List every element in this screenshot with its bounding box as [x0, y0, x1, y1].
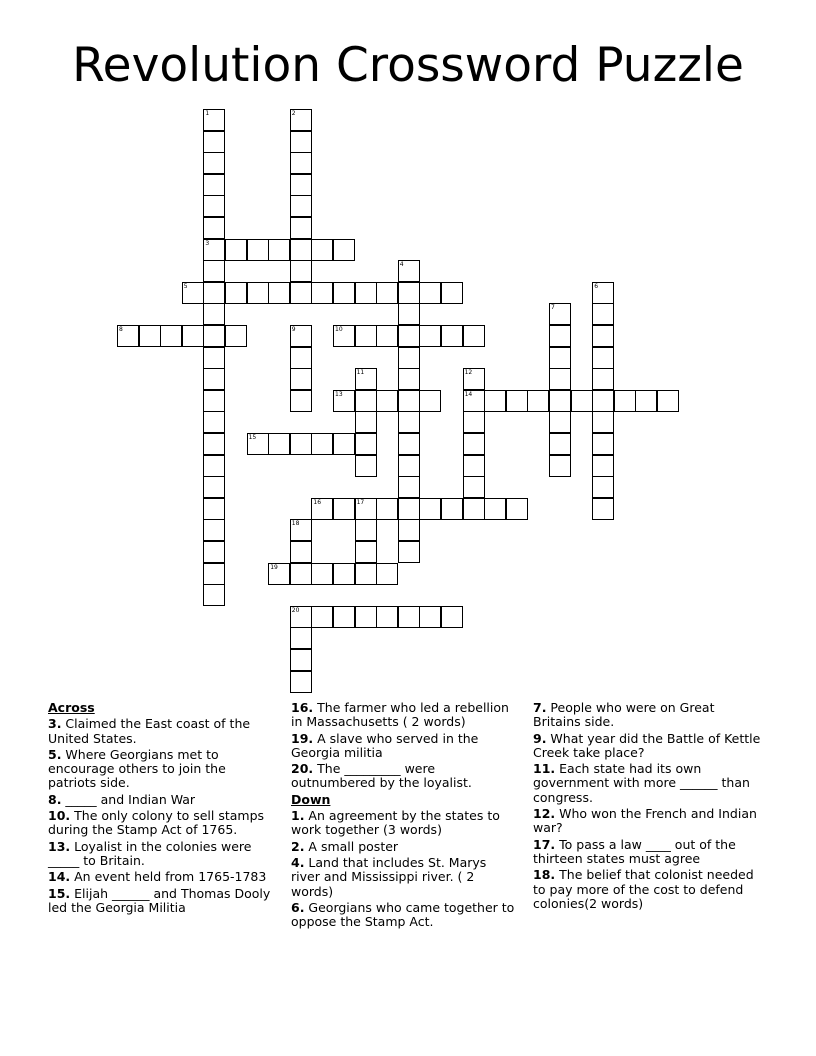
clue-text: Claimed the East coast of the United States. — [48, 716, 251, 746]
clue-text: Who won the French and Indian war? — [533, 806, 757, 836]
grid-cell[interactable] — [441, 325, 463, 347]
clue-text: Elijah ______ and Thomas Dooly led the Georgia Militia — [48, 885, 271, 915]
across-clue-list-continued — [291, 701, 517, 791]
clue-text: A small poster — [304, 838, 399, 854]
clue-text: Each state had its own government with more ______ than congress. — [533, 761, 750, 805]
grid-cell[interactable] — [398, 368, 420, 390]
grid-cell[interactable] — [203, 109, 225, 131]
grid-cell[interactable] — [398, 347, 420, 369]
grid-cell[interactable] — [376, 390, 398, 412]
grid-cell[interactable] — [355, 368, 377, 390]
grid-cell[interactable] — [203, 433, 225, 455]
grid-cell[interactable] — [398, 455, 420, 477]
grid-cell[interactable] — [463, 498, 485, 520]
grid-cell[interactable] — [268, 239, 290, 261]
down-clue-list — [291, 809, 517, 929]
clue-number-label: 7. — [533, 700, 547, 715]
clue-number: 11 — [356, 369, 365, 377]
grid-cell[interactable] — [290, 109, 312, 131]
grid-cell[interactable] — [441, 282, 463, 304]
clue-number-label: 6. — [291, 899, 305, 915]
down-clue — [533, 838, 765, 867]
across-header: Across — [48, 700, 95, 715]
across-clue — [48, 870, 276, 884]
grid-cell[interactable] — [398, 498, 420, 520]
grid-cell[interactable] — [635, 390, 657, 412]
clue-number: 16 — [313, 498, 322, 506]
clue-number-label: 16. — [291, 700, 314, 715]
grid-cell[interactable] — [398, 433, 420, 455]
grid-cell[interactable] — [247, 239, 269, 261]
grid-cell[interactable] — [355, 498, 377, 520]
grid-cell[interactable] — [290, 260, 312, 282]
grid-cell[interactable] — [203, 498, 225, 520]
grid-cell[interactable] — [333, 325, 355, 347]
clue-text: People who were on Great Britains side. — [533, 700, 715, 730]
grid-cell[interactable] — [355, 563, 377, 585]
clue-number-label: 10. — [48, 808, 71, 824]
grid-cell[interactable] — [355, 325, 377, 347]
clue-number-label: 13. — [48, 838, 71, 854]
grid-cell[interactable] — [549, 411, 571, 433]
grid-cell[interactable] — [441, 606, 463, 628]
grid-cell[interactable] — [355, 606, 377, 628]
across-clue — [291, 701, 517, 730]
grid-cell[interactable] — [463, 433, 485, 455]
grid-cell[interactable] — [592, 347, 614, 369]
grid-cell[interactable] — [268, 433, 290, 455]
grid-cell[interactable] — [290, 627, 312, 649]
clue-text: The belief that colonist needed to pay more of the cost to defend colonies(2 words) — [533, 867, 754, 911]
grid-cell[interactable] — [203, 195, 225, 217]
grid-cell[interactable] — [527, 390, 549, 412]
clue-number: 9 — [291, 326, 296, 333]
clue-number: 5 — [183, 282, 188, 290]
grid-cell[interactable] — [592, 325, 614, 347]
grid-cell[interactable] — [376, 563, 398, 585]
clue-number: 19 — [270, 563, 278, 571]
grid-cell[interactable] — [203, 303, 225, 325]
clue-number-label: 20. — [291, 761, 314, 777]
grid-cell[interactable] — [398, 282, 420, 304]
clue-number: 15 — [248, 434, 257, 441]
down-clue — [291, 856, 517, 899]
grid-cell[interactable] — [592, 411, 614, 433]
puzzle-title: Revolution Crossword Puzzle — [72, 38, 744, 93]
grid-cell[interactable] — [311, 239, 333, 261]
grid-cell[interactable] — [290, 368, 312, 390]
grid-cell[interactable] — [592, 368, 614, 390]
grid-cell[interactable] — [203, 563, 225, 585]
grid-cell[interactable] — [549, 347, 571, 369]
grid-cell[interactable] — [398, 476, 420, 498]
grid-cell[interactable] — [311, 606, 333, 628]
grid-cell[interactable] — [463, 390, 485, 412]
grid-cell[interactable] — [549, 303, 571, 325]
clue-column-1 — [48, 701, 276, 917]
grid-cell[interactable] — [182, 325, 204, 347]
down-clue — [533, 868, 765, 911]
grid-cell[interactable] — [549, 455, 571, 477]
clue-text: _____ and Indian War — [61, 791, 196, 807]
clue-text: A slave who served in the Georgia militia — [291, 730, 479, 760]
grid-cell[interactable] — [376, 282, 398, 304]
grid-cell[interactable] — [290, 217, 312, 239]
grid-cell[interactable] — [376, 498, 398, 520]
grid-cell[interactable] — [463, 455, 485, 477]
clue-text: Loyalist in the colonies were _____ to Britain. — [48, 838, 252, 868]
grid-cell[interactable] — [592, 476, 614, 498]
grid-cell[interactable] — [398, 303, 420, 325]
grid-cell[interactable] — [203, 411, 225, 433]
clue-text: To pass a law ____ out of the thirteen states must agree — [533, 836, 736, 866]
grid-cell[interactable] — [203, 239, 225, 261]
grid-cell[interactable] — [355, 541, 377, 563]
grid-cell[interactable] — [333, 563, 355, 585]
grid-cell[interactable] — [355, 282, 377, 304]
clue-number-label: 17. — [533, 836, 556, 852]
grid-cell[interactable] — [463, 368, 485, 390]
clue-number-label: 5. — [48, 746, 62, 762]
grid-cell[interactable] — [355, 455, 377, 477]
grid-cell[interactable] — [355, 433, 377, 455]
across-clue — [48, 793, 276, 807]
grid-cell[interactable] — [203, 260, 225, 282]
clue-number: 12 — [464, 369, 473, 377]
grid-cell[interactable] — [203, 390, 225, 412]
down-clue — [533, 762, 765, 805]
clue-text: What year did the Battle of Kettle Creek take place? — [533, 730, 761, 760]
grid-cell[interactable] — [247, 433, 269, 455]
across-clue — [291, 732, 517, 761]
grid-cell[interactable] — [592, 390, 614, 412]
clue-number-label: 11. — [533, 761, 556, 777]
clue-number-label: 4. — [291, 854, 305, 870]
grid-cell[interactable] — [484, 390, 506, 412]
grid-cell[interactable] — [355, 519, 377, 541]
grid-cell[interactable] — [333, 239, 355, 261]
clue-number: 10 — [335, 326, 343, 333]
grid-cell[interactable] — [398, 606, 420, 628]
grid-cell[interactable] — [592, 282, 614, 304]
clue-number-label: 3. — [48, 716, 62, 732]
grid-cell[interactable] — [225, 282, 247, 304]
grid-cell[interactable] — [203, 282, 225, 304]
grid-cell[interactable] — [203, 584, 225, 606]
clue-number-label: 12. — [533, 806, 556, 822]
grid-cell[interactable] — [549, 368, 571, 390]
grid-cell[interactable] — [290, 282, 312, 304]
down-clue — [291, 809, 517, 838]
grid-cell[interactable] — [139, 325, 161, 347]
clue-column-3 — [533, 701, 765, 913]
grid-cell[interactable] — [117, 325, 139, 347]
grid-cell[interactable] — [398, 519, 420, 541]
grid-cell[interactable] — [268, 563, 290, 585]
grid-cell[interactable] — [463, 411, 485, 433]
grid-cell[interactable] — [398, 325, 420, 347]
grid-cell[interactable] — [333, 498, 355, 520]
grid-cell[interactable] — [290, 239, 312, 261]
grid-cell[interactable] — [355, 390, 377, 412]
grid-cell[interactable] — [592, 433, 614, 455]
clue-number: 20 — [291, 606, 300, 614]
grid-cell[interactable] — [311, 563, 333, 585]
grid-cell[interactable] — [506, 498, 528, 520]
grid-cell[interactable] — [247, 282, 269, 304]
grid-cell[interactable] — [463, 325, 485, 347]
clue-number: 3 — [205, 239, 210, 247]
clue-number: 1 — [205, 110, 210, 117]
grid-cell[interactable] — [311, 282, 333, 304]
grid-cell[interactable] — [290, 390, 312, 412]
grid-cell[interactable] — [333, 282, 355, 304]
clue-number-label: 14. — [48, 869, 71, 885]
grid-cell[interactable] — [484, 498, 506, 520]
across-clue — [48, 809, 276, 838]
down-clue — [533, 701, 765, 730]
grid-cell[interactable] — [419, 498, 441, 520]
grid-cell[interactable] — [290, 519, 312, 541]
grid-cell[interactable] — [203, 347, 225, 369]
grid-cell[interactable] — [441, 498, 463, 520]
grid-cell[interactable] — [290, 325, 312, 347]
clue-number: 7 — [551, 304, 555, 312]
grid-cell[interactable] — [333, 606, 355, 628]
clue-text: An event held from 1765-1783 — [70, 869, 267, 885]
clue-number-label: 18. — [533, 867, 556, 883]
clue-text: The farmer who led a rebellion in Massachusetts ( 2 words) — [291, 700, 509, 730]
grid-cell[interactable] — [398, 411, 420, 433]
clue-text: An agreement by the states to work together (3 words) — [291, 808, 500, 838]
clue-number: 6 — [594, 282, 599, 290]
grid-cell[interactable] — [203, 519, 225, 541]
clue-text: The only colony to sell stamps during the Stamp Act of 1765. — [48, 808, 265, 838]
grid-cell[interactable] — [203, 325, 225, 347]
clue-text: Where Georgians met to encourage others to join the patriots side. — [48, 746, 226, 791]
down-clue-list-continued — [533, 701, 765, 911]
grid-cell[interactable] — [290, 195, 312, 217]
grid-cell[interactable] — [333, 433, 355, 455]
clue-number-label: 8. — [48, 791, 62, 807]
grid-cell[interactable] — [419, 606, 441, 628]
grid-cell[interactable] — [419, 325, 441, 347]
grid-cell[interactable] — [592, 303, 614, 325]
clue-number: 17 — [356, 498, 365, 506]
clue-text: Land that includes St. Marys river and Mississippi river. ( 2 words) — [291, 854, 487, 899]
clue-number: 14 — [464, 390, 473, 398]
across-clue — [48, 717, 276, 746]
grid-cell[interactable] — [290, 649, 312, 671]
grid-cell[interactable] — [290, 541, 312, 563]
grid-cell[interactable] — [290, 131, 312, 153]
grid-cell[interactable] — [614, 390, 636, 412]
grid-cell[interactable] — [203, 131, 225, 153]
grid-cell[interactable] — [290, 671, 312, 693]
grid-cell[interactable] — [355, 411, 377, 433]
grid-cell[interactable] — [398, 260, 420, 282]
grid-cell[interactable] — [311, 498, 333, 520]
grid-cell[interactable] — [419, 390, 441, 412]
across-clue — [48, 887, 276, 916]
grid-cell[interactable] — [463, 476, 485, 498]
clue-text: Georgians who came together to oppose the Stamp Act. — [291, 899, 515, 930]
down-header: Down — [291, 791, 331, 807]
down-clue — [533, 807, 765, 836]
grid-cell[interactable] — [398, 541, 420, 563]
clue-number-label: 9. — [533, 730, 547, 746]
clue-number-label: 2. — [291, 838, 305, 854]
grid-cell[interactable] — [549, 390, 571, 412]
grid-cell[interactable] — [203, 455, 225, 477]
clue-number-label: 1. — [291, 808, 305, 824]
grid-cell[interactable] — [333, 390, 355, 412]
across-clue-list — [48, 717, 276, 915]
grid-cell[interactable] — [182, 282, 204, 304]
grid-cell[interactable] — [203, 174, 225, 196]
grid-cell[interactable] — [592, 455, 614, 477]
grid-cell[interactable] — [290, 174, 312, 196]
grid-cell[interactable] — [376, 606, 398, 628]
grid-cell[interactable] — [290, 606, 312, 628]
grid-cell[interactable] — [203, 476, 225, 498]
grid-cell[interactable] — [290, 152, 312, 174]
clue-number: 4 — [399, 261, 404, 269]
grid-cell[interactable] — [376, 325, 398, 347]
clue-column-2 — [291, 701, 517, 931]
clue-number-label: 19. — [291, 730, 314, 746]
clue-number: 13 — [335, 390, 343, 398]
down-clue — [291, 840, 517, 854]
grid-cell[interactable] — [225, 239, 247, 261]
clue-text: The _________ were outnumbered by the loyalist. — [291, 761, 472, 791]
clue-number: 8 — [119, 326, 123, 333]
clue-number: 2 — [291, 110, 296, 117]
clue-number-label: 15. — [48, 885, 71, 901]
down-clue — [533, 732, 765, 761]
grid-cell[interactable] — [203, 541, 225, 563]
down-clue — [291, 901, 517, 930]
grid-cell[interactable] — [592, 498, 614, 520]
grid-cell[interactable] — [419, 282, 441, 304]
grid-cell[interactable] — [549, 325, 571, 347]
grid-cell[interactable] — [203, 217, 225, 239]
grid-cell[interactable] — [571, 390, 593, 412]
grid-cell[interactable] — [657, 390, 679, 412]
grid-cell[interactable] — [225, 325, 247, 347]
grid-cell[interactable] — [268, 282, 290, 304]
grid-cell[interactable] — [311, 433, 333, 455]
grid-cell[interactable] — [203, 368, 225, 390]
clue-number: 18 — [291, 520, 300, 528]
grid-cell[interactable] — [203, 152, 225, 174]
across-clue — [291, 762, 517, 791]
grid-cell[interactable] — [398, 390, 420, 412]
grid-cell[interactable] — [506, 390, 528, 412]
grid-cell[interactable] — [290, 433, 312, 455]
grid-cell[interactable] — [549, 433, 571, 455]
across-clue — [48, 840, 276, 869]
grid-cell[interactable] — [290, 347, 312, 369]
across-clue — [48, 748, 276, 791]
grid-cell[interactable] — [160, 325, 182, 347]
grid-cell[interactable] — [290, 563, 312, 585]
